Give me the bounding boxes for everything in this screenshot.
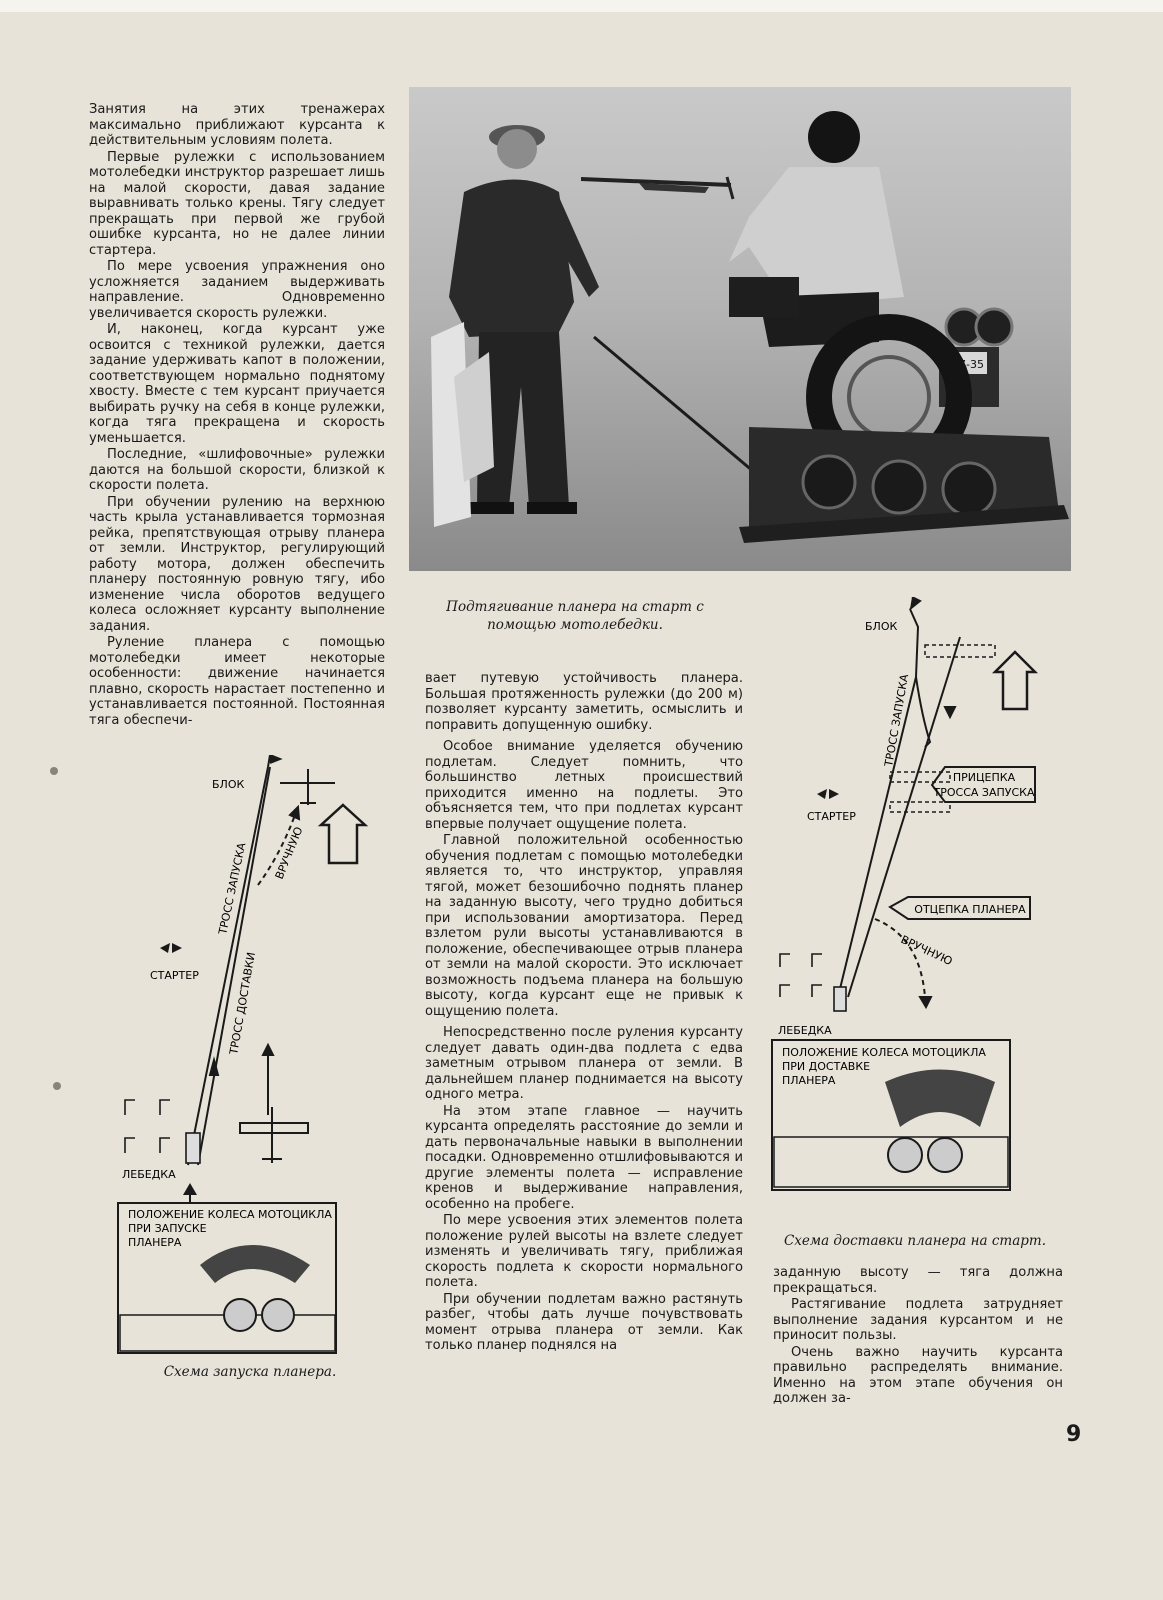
punch-hole (53, 1082, 61, 1090)
label-manual: ВРУЧНУЮ (898, 932, 955, 969)
label-hitch-line1: ПРИЦЕПКА (952, 771, 1016, 784)
label-release: ОТЦЕПКА ПЛАНЕРА (914, 903, 1026, 916)
label-delivery-cable: ТРОСС ДОСТАВКИ (227, 951, 258, 1056)
paragraph: Непосредственно после руления курсанту следует давать один-два подлета с едва заметным отрывом планера от земли. В дальнейшем планер поднимается на высоту одного метра. (425, 1025, 743, 1102)
paragraph: Очень важно научить курсанта правильно распределять внимание. Именно на этом этапе обучения он должен за- (773, 1344, 1063, 1406)
label-wheel-line1: ПОЛОЖЕНИЕ КОЛЕСА МОТОЦИКЛА (128, 1208, 332, 1221)
label-block: БЛОК (865, 620, 898, 633)
label-wheel-line2: ПРИ ЗАПУСКЕ (128, 1222, 207, 1235)
launch-diagram-caption: Схема запуска планера. (163, 1364, 337, 1380)
paragraph: Особое внимание уделяется обучению подлетам. Следует помнить, что большинство летных происшествий приходится именно на подлеты. Это объясняется тем, что при подлетах курсант впервые получает ощущение полета. (425, 739, 743, 832)
direction-arrow-icon (995, 652, 1035, 709)
paragraph: Руление планера с помощью мотолебедки имеет некоторые особенности: движение начинается плавно, скорость нарастает постепенно и устанавливается постоянной. Постоянная тяга обеспечи- (89, 635, 385, 728)
label-wheel-line2: ПРИ ДОСТАВКЕ (782, 1060, 871, 1073)
punch-hole (50, 767, 58, 775)
delivery-diagram (770, 597, 1070, 1212)
glider-bottom-icon (240, 1107, 308, 1163)
paragraph: По мере усвоения этих элементов полета положение рулей высоты на взлете следует изменять и увеличивать тягу, приближая скорость подлета к скорости нормального полета. (425, 1213, 743, 1290)
paragraph: И, наконец, когда курсант уже освоится с техникой рулежки, дается задание удерживать капот в положении, соответствующем нормально поднятому хвосту. Вместе с тем курсант приучается выбирать ручку на себя в конце рулежки, когда тяга прекращена и скорость уменьшается. (89, 322, 385, 446)
license-plate-number: 37-35 (952, 358, 984, 371)
cable-loop-line (910, 609, 930, 747)
label-wheel-line3: ПЛАНЕРА (128, 1236, 182, 1249)
photo-motor-winch (409, 87, 1071, 571)
launch-cable-line (188, 767, 268, 1165)
delivery-cable-line (198, 767, 270, 1165)
delivery-diagram-caption: Схема доставки планера на старт. (783, 1233, 1047, 1249)
left-column-text (89, 102, 385, 729)
label-hitch-line2: ТРОССА ЗАПУСКА (933, 786, 1035, 799)
middle-column-text (425, 671, 743, 1355)
launch-diagram (110, 755, 410, 1375)
paragraph: Первые рулежки с использованием мотолебедки инструктор разрешает лишь на малой скорости, давая задание выравнивать только крены. Тягу следует прекращать при первой же грубой ошибке курсанта, но не далее линии стартера. (89, 149, 385, 258)
paragraph: При обучении рулению на верхнюю часть крыла устанавливается тормозная рейка, препятствующая отрыву планера от земли. Инструктор, регулирующий работу мотора, должен обеспечить планеру постоянную ровную тягу, ибо изменение числа оборотов ведущего колеса осложняет курсанту выполнение задания. (89, 494, 385, 634)
direction-arrow-icon (321, 805, 365, 863)
paragraph: На этом этапе главное — научить курсанта определять расстояние до земли и дать первоначальные навыки в выполнении посадки. Одновременно отшлифовываются и другие элементы полета — исправление кренов и выдерживание направления, особенно на пробеге. (425, 1103, 743, 1212)
paragraph: При обучении подлетам важно растянуть разбег, чтобы дать лучше почувствовать момент отрыва планера от земли. Как только планер поднялся на (425, 1291, 743, 1353)
label-winch: ЛЕБЕДКА (122, 1168, 176, 1181)
right-column-text (773, 1265, 1063, 1408)
paragraph: Главной положительной особенностью обучения подлетам с помощью мотолебедки является то, что инструктор, управляя тягой, может безошибочно поднять планер на заданную высоту, чего трудно добиться при использовании амортизатора. Перед взлетом рули высоты устанавливаются в положение, обеспечивающее отрыв планера от земли на малой скорости. Это исключает возможность подъема планера на большую высоту, когда курсант еще не привык к ощущению полета. (425, 833, 743, 1019)
paragraph: Занятия на этих тренажерах максимально приближают курсанта к действительным условиям полета. (89, 102, 385, 148)
glider-top-icon (280, 769, 335, 805)
page-number: 9 (1066, 1422, 1082, 1447)
starter-flags-icon (817, 789, 839, 799)
motorcycle-wheel-icon (120, 1245, 335, 1351)
starter-flags-icon (160, 943, 182, 953)
label-launch-cable: ТРОСС ЗАПУСКА (882, 673, 912, 768)
label-manual: ВРУЧНУЮ (272, 824, 306, 882)
photo-illustration (409, 87, 1071, 571)
paragraph: По мере усвоения упражнения оно усложняется заданием выдерживать направление. Одновременно увеличивается скорость рулежки. (89, 259, 385, 321)
winch-marker-icon (780, 954, 846, 1011)
label-starter: СТАРТЕР (807, 810, 856, 823)
label-starter: СТАРТЕР (150, 969, 199, 982)
label-launch-cable: ТРОСС ЗАПУСКА (216, 841, 249, 936)
paragraph: вает путевую устойчивость планера. Большая протяженность рулежки (до 200 м) позволяет курсанту заметить, осмыслить и поправить допущенную ошибку. (425, 671, 743, 733)
photo-caption: Подтягивание планера на старт с помощью мотолебедки. (446, 599, 704, 633)
motorcycle-wheel-icon (774, 1070, 1008, 1188)
page-top-edge (0, 0, 1163, 12)
label-winch: ЛЕБЕДКА (778, 1024, 832, 1037)
paragraph: Последние, «шлифовочные» рулежки даются на большой скорости, близкой к скорости полета. (89, 447, 385, 493)
label-wheel-line3: ПЛАНЕРА (782, 1074, 836, 1087)
paragraph: Растягивание подлета затрудняет выполнение задания курсантом и не приносит пользы. (773, 1297, 1063, 1343)
winch-marker-icon (125, 1100, 200, 1163)
label-block: БЛОК (212, 778, 245, 791)
label-wheel-line1: ПОЛОЖЕНИЕ КОЛЕСА МОТОЦИКЛА (782, 1046, 986, 1059)
paragraph: заданную высоту — тяга должна прекращаться. (773, 1265, 1063, 1296)
